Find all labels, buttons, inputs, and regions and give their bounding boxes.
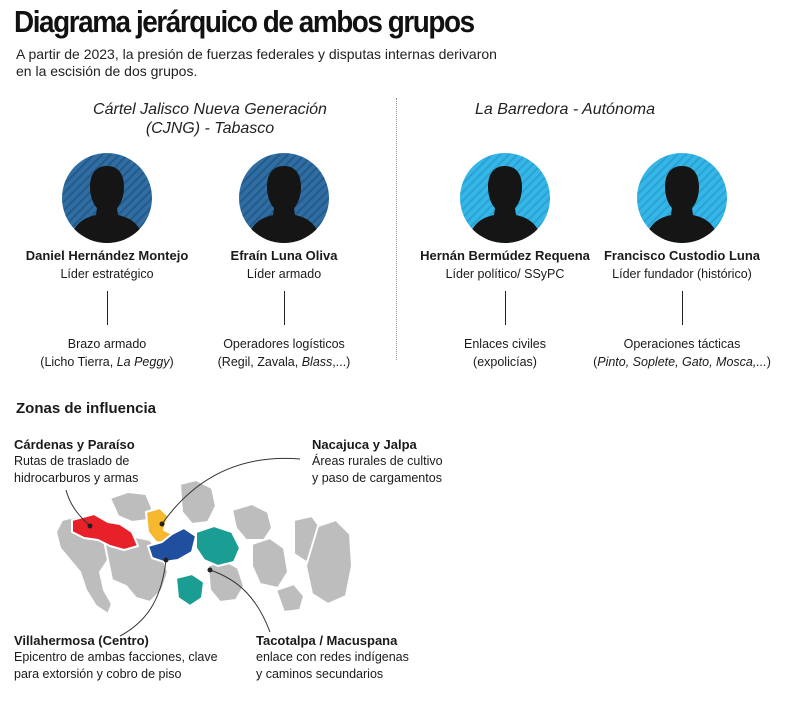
- callout-dot: [164, 558, 169, 563]
- zone-description-line: y paso de cargamentos: [312, 471, 442, 485]
- leader-name: Efraín Luna Oliva: [230, 248, 338, 263]
- zone-tacotalpa-macuspana-north: [196, 526, 240, 566]
- hierarchy-line: [284, 291, 285, 325]
- group-title-line-1: La Barredora - Autónoma: [475, 101, 655, 118]
- leader-card: [587, 152, 777, 369]
- person-silhouette-icon: [636, 152, 728, 244]
- page-title: Diagrama jerárquico de ambos grupos: [14, 4, 474, 39]
- zone-name: Cárdenas y Paraíso: [14, 437, 135, 452]
- leader-card: [189, 152, 379, 369]
- region-east-e: [276, 584, 304, 612]
- callout-dot: [208, 568, 213, 573]
- group-divider: [396, 98, 397, 360]
- zone-description-line: Rutas de traslado de: [14, 454, 130, 468]
- zone-name: Tacotalpa / Macuspana: [256, 633, 398, 648]
- person-silhouette-icon: [61, 152, 153, 244]
- subordinate-label: Operadores logísticos: [223, 337, 345, 351]
- zone-description-line: enlace con redes indígenas: [256, 650, 409, 664]
- subordinate-label: Operaciones tácticas: [623, 337, 741, 351]
- leader-role: Líder político/ SSyPC: [445, 267, 565, 281]
- leader-role: Líder armado: [246, 267, 322, 281]
- zone-description-line: Áreas rurales de cultivo: [312, 454, 443, 468]
- group-title-line-2: (CJNG) - Tabasco: [145, 120, 275, 137]
- leader-role: Líder fundador (histórico): [612, 267, 752, 281]
- leader-name: Francisco Custodio Luna: [603, 248, 760, 263]
- region-east-a: [232, 504, 272, 540]
- leader-name: Hernán Bermúdez Requena: [420, 248, 590, 263]
- zone-label-cardenas: [14, 436, 138, 487]
- zone-label-villahermosa: [14, 632, 218, 683]
- group-title-barredora: [440, 100, 690, 119]
- zone-tacotalpa-macuspana-south: [176, 574, 204, 606]
- hierarchy-line: [107, 291, 108, 325]
- page-subtitle: [16, 46, 576, 80]
- subordinate-detail: (Pinto, Soplete, Gato, Mosca,...): [593, 355, 771, 369]
- region-center-south: [208, 560, 244, 602]
- zone-name: Nacajuca y Jalpa: [312, 437, 417, 452]
- subtitle-line-1: A partir de 2023, la presión de fuerzas federales y disputas internas derivaron: [16, 46, 497, 62]
- zone-description-line: y caminos secundarios: [256, 667, 384, 681]
- group-title-cjng: [60, 100, 360, 138]
- group-title-line-1: Cártel Jalisco Nueva Generación: [93, 101, 327, 118]
- map-heading: Zonas de influencia: [16, 400, 157, 417]
- subordinate-detail: (Licho Tierra, La Peggy): [40, 355, 174, 369]
- hierarchy-line: [682, 291, 683, 325]
- subordinate-detail: (expolicías): [473, 355, 537, 369]
- zone-label-tacotalpa: [256, 632, 409, 683]
- callout-dot: [160, 522, 165, 527]
- subordinate-detail: (Regil, Zavala, Blass,...): [217, 355, 351, 369]
- callout-dot: [88, 524, 93, 529]
- region-east-b: [252, 538, 288, 588]
- leader-name: Daniel Hernández Montejo: [25, 248, 189, 263]
- zone-description-line: hidrocarburos y armas: [14, 471, 139, 485]
- person-silhouette-icon: [459, 152, 551, 244]
- subordinate-label: Enlaces civiles: [464, 337, 546, 351]
- hierarchy-line: [505, 291, 506, 325]
- leader-card: [410, 152, 600, 369]
- leader-role: Líder estratégico: [60, 267, 154, 281]
- zone-name: Villahermosa (Centro): [14, 633, 149, 648]
- zone-description-line: para extorsión y cobro de piso: [14, 667, 182, 681]
- person-silhouette-icon: [238, 152, 330, 244]
- zone-description-line: Epicentro de ambas facciones, clave: [14, 650, 218, 664]
- subordinate-label: Brazo armado: [67, 337, 147, 351]
- leader-card: [12, 152, 202, 369]
- zone-label-nacajuca: [312, 436, 443, 487]
- subtitle-line-2: en la escisión de dos grupos.: [16, 63, 198, 79]
